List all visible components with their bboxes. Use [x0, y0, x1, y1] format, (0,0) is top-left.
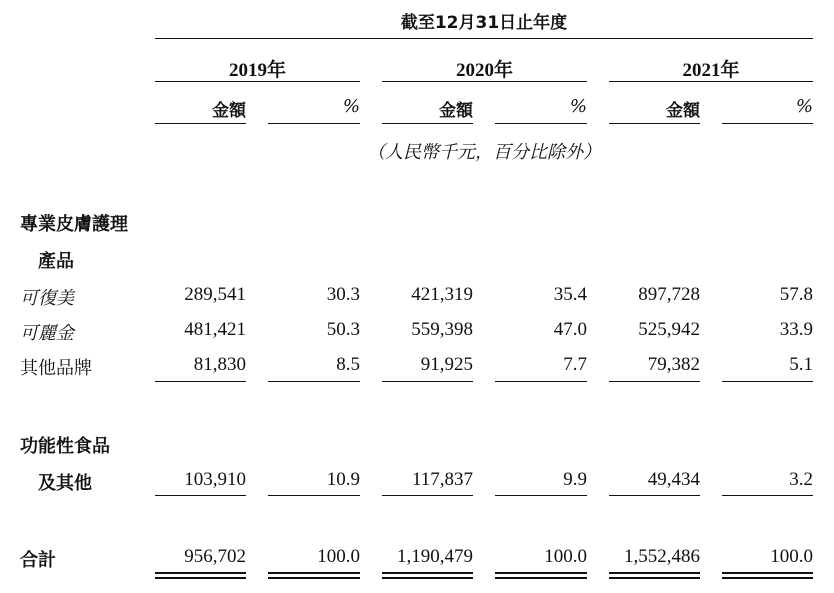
total-double-rule: [495, 577, 587, 579]
total-double-rule: [155, 577, 246, 579]
year-2019-rule: [155, 81, 360, 82]
total-cell: 1,552,486: [624, 546, 700, 567]
amount-header-2020: 金額: [439, 101, 473, 121]
col-header-rule: [382, 123, 473, 124]
section-prof-skincare-cont: 產品: [38, 251, 74, 272]
cell: 30.3: [326, 284, 360, 305]
cell: 3.2: [789, 469, 813, 490]
cell: 897,728: [638, 284, 700, 305]
section-prof-skincare: 專業皮膚護理: [20, 214, 128, 235]
cell: 57.8: [779, 284, 813, 305]
col-header-rule: [268, 123, 360, 124]
total-cell: 956,702: [184, 546, 246, 567]
cell: 91,925: [420, 354, 473, 375]
pct-header-2021: %: [795, 96, 813, 117]
pre-total-rule: [495, 495, 587, 496]
pre-total-rule: [268, 495, 360, 496]
total-double-rule: [268, 577, 360, 579]
cell: 7.7: [563, 354, 587, 375]
total-cell: 100.0: [544, 546, 587, 567]
cell: 525,942: [638, 319, 700, 340]
subtotal-rule: [609, 381, 700, 382]
total-double-rule: [609, 577, 700, 579]
cell: 5.1: [789, 354, 813, 375]
total-double-rule: [382, 577, 473, 579]
section-functional-food: 功能性食品: [20, 436, 110, 457]
cell: 8.5: [336, 354, 360, 375]
cell: 35.4: [553, 284, 587, 305]
amount-header-2021: 金額: [666, 101, 700, 121]
row-label-other-brands: 其他品牌: [20, 358, 92, 379]
total-cell: 100.0: [770, 546, 813, 567]
col-header-rule: [609, 123, 700, 124]
row-label-kelijin: 可麗金: [20, 323, 74, 344]
period-header-rule: [155, 38, 813, 39]
cell: 289,541: [184, 284, 246, 305]
cell: 50.3: [326, 319, 360, 340]
total-cell: 1,190,479: [397, 546, 473, 567]
pre-total-rule: [155, 495, 246, 496]
cell: 10.9: [326, 469, 360, 490]
cell: 79,382: [647, 354, 700, 375]
subtotal-rule: [495, 381, 587, 382]
col-header-rule: [722, 123, 813, 124]
year-2020: 2020年: [455, 60, 513, 81]
cell: 33.9: [779, 319, 813, 340]
cell: 481,421: [184, 319, 246, 340]
cell: 421,319: [411, 284, 473, 305]
year-2021-rule: [609, 81, 813, 82]
cell: 117,837: [411, 469, 473, 490]
cell: 47.0: [553, 319, 587, 340]
year-2021: 2021年: [682, 60, 740, 81]
total-cell: 100.0: [317, 546, 360, 567]
pre-total-rule: [609, 495, 700, 496]
cell: 49,434: [647, 469, 700, 490]
col-header-rule: [495, 123, 587, 124]
subtotal-rule: [722, 381, 813, 382]
period-header: 截至12月31日止年度: [400, 13, 568, 33]
amount-header-2019: 金額: [212, 101, 246, 121]
cell: 559,398: [411, 319, 473, 340]
cell: 9.9: [563, 469, 587, 490]
subtotal-rule: [155, 381, 246, 382]
total-double-rule: [609, 572, 700, 574]
total-double-rule: [155, 572, 246, 574]
pct-header-2020: %: [569, 96, 587, 117]
subtotal-rule: [382, 381, 473, 382]
col-header-rule: [155, 123, 246, 124]
year-2020-rule: [382, 81, 587, 82]
pct-header-2019: %: [342, 96, 360, 117]
total-double-rule: [722, 572, 813, 574]
cell: 81,830: [193, 354, 246, 375]
pre-total-rule: [722, 495, 813, 496]
row-label-functional: 及其他: [38, 473, 92, 494]
cell: 103,910: [184, 469, 246, 490]
year-2019: 2019年: [228, 60, 286, 81]
row-label-kefumei: 可復美: [20, 288, 74, 309]
total-double-rule: [722, 577, 813, 579]
row-label-total: 合計: [20, 550, 56, 571]
total-double-rule: [382, 572, 473, 574]
total-double-rule: [268, 572, 360, 574]
unit-note: （人民幣千元，百分比除外）: [367, 142, 601, 163]
pre-total-rule: [382, 495, 473, 496]
subtotal-rule: [268, 381, 360, 382]
total-double-rule: [495, 572, 587, 574]
